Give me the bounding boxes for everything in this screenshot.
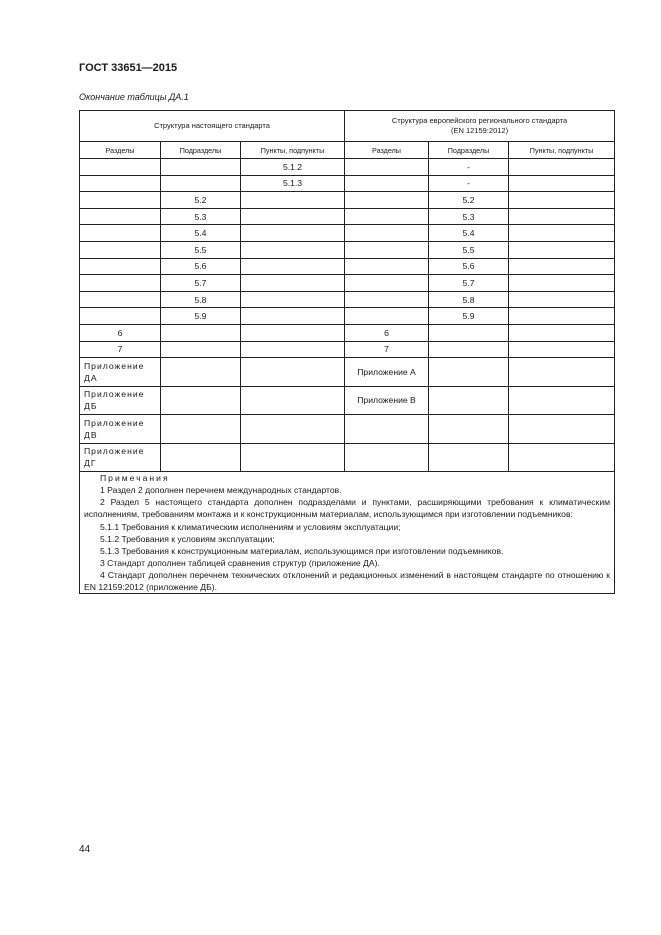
table-cell (80, 241, 161, 258)
table-cell (80, 159, 161, 176)
table-cell (509, 341, 615, 358)
table-cell (345, 208, 429, 225)
table-cell: 7 (345, 341, 429, 358)
table-cell: 5.8 (429, 291, 509, 308)
table-row (80, 258, 615, 275)
appendix-label-word: Приложение (84, 389, 145, 400)
table-cell (80, 291, 161, 308)
table-cell (509, 225, 615, 242)
table-cell (509, 275, 615, 292)
table-cell (80, 225, 161, 242)
table-cell (241, 308, 345, 325)
table-cell: 7 (80, 341, 161, 358)
table-row (80, 308, 615, 325)
table-cell (241, 258, 345, 275)
appendix-european: Приложение В (345, 386, 429, 415)
note-2: 2 Раздел 5 настоящего стандарта дополнен подразделами и пунктами, расширяющими требования к климатическим исполнениям, требованиям монтажа и к конструкционным материалам, использующимся при изготовлении подъемников: (84, 497, 611, 520)
appendix-european (345, 415, 429, 444)
appendix-label-word: Приложение (84, 446, 145, 457)
table-row (80, 241, 615, 258)
table-cell (345, 291, 429, 308)
structure-comparison-table (79, 110, 615, 594)
table-cell: 5.4 (161, 225, 241, 242)
table-cell: 5.1.2 (241, 159, 345, 176)
table-cell (80, 275, 161, 292)
table-cell: 5.1.3 (241, 175, 345, 192)
table-cell: 5.9 (429, 308, 509, 325)
appendix-row (80, 386, 615, 415)
table-cell (509, 443, 615, 472)
appendix-rows (80, 358, 615, 472)
note-1: 1 Раздел 2 дополнен перечнем международных стандартов. (100, 485, 342, 496)
table-cell (345, 159, 429, 176)
table-cell (509, 386, 615, 415)
column-header: Разделы (80, 142, 161, 159)
table-row (80, 225, 615, 242)
table-cell (509, 192, 615, 209)
column-header: Пункты, подпункты (241, 142, 345, 159)
table-cell: 5.9 (161, 308, 241, 325)
appendix-label (80, 443, 161, 472)
table-cell (509, 415, 615, 444)
table-cell (241, 208, 345, 225)
table-row (80, 192, 615, 209)
table-cell (509, 159, 615, 176)
group-header-european-code: (EN 12159:2012) (450, 126, 509, 135)
appendix-row (80, 358, 615, 387)
note-2-item-3: 5.1.3 Требования к конструкционным материалам, использующимся при изготовлении подъемников. (100, 545, 504, 556)
table-cell (161, 386, 241, 415)
appendix-european: Приложение А (345, 358, 429, 387)
table-cell (80, 175, 161, 192)
table-cell (345, 175, 429, 192)
appendix-label-code: ДА (84, 372, 98, 383)
table-row (80, 208, 615, 225)
table-group-header (80, 111, 615, 142)
table-cell (429, 358, 509, 387)
table-cell (80, 192, 161, 209)
column-header: Подразделы (429, 142, 509, 159)
appendix-label-word: Приложение (84, 360, 145, 371)
table-cell (429, 386, 509, 415)
group-header-european-title: Структура европейского регионального стандарта (391, 116, 568, 125)
table-cell (509, 258, 615, 275)
note-2-item-2: 5.1.2 Требования к условиям эксплуатации; (100, 533, 275, 544)
table-cell (161, 175, 241, 192)
table-cell (241, 324, 345, 341)
table-cell (241, 386, 345, 415)
table-cell: 5.6 (429, 258, 509, 275)
appendix-label-code: ДБ (84, 401, 98, 412)
table-row (80, 291, 615, 308)
table-cell: 5.6 (161, 258, 241, 275)
table-body (80, 159, 615, 358)
table-cell: 6 (80, 324, 161, 341)
appendix-row (80, 443, 615, 472)
table-cell (241, 241, 345, 258)
column-header: Разделы (345, 142, 429, 159)
table-cell (80, 258, 161, 275)
appendix-label (80, 415, 161, 444)
appendix-label-word: Приложение (84, 417, 145, 428)
table-cell (429, 341, 509, 358)
notes-cell (80, 472, 615, 594)
notes-row (80, 472, 615, 594)
table-cell (509, 358, 615, 387)
table-cell: 5.7 (161, 275, 241, 292)
table-cell (509, 324, 615, 341)
appendix-label-code: ДВ (84, 429, 98, 440)
table-cell: 5.5 (161, 241, 241, 258)
table-cell (345, 225, 429, 242)
table-cell (161, 324, 241, 341)
table-cell (241, 443, 345, 472)
table-cell: 5.8 (161, 291, 241, 308)
table-cell (241, 225, 345, 242)
table-cell (241, 358, 345, 387)
document-header: ГОСТ 33651—2015 (79, 62, 178, 74)
table-row (80, 159, 615, 176)
table-cell (80, 208, 161, 225)
table-cell: 5.4 (429, 225, 509, 242)
table-caption: Окончание таблицы ДА.1 (79, 92, 189, 102)
column-header: Пункты, подпункты (509, 142, 615, 159)
table-cell: 5.5 (429, 241, 509, 258)
table-cell (509, 241, 615, 258)
table-cell (509, 208, 615, 225)
table-cell (429, 324, 509, 341)
note-3: 3 Стандарт дополнен таблицей сравнения структур (приложение ДА). (100, 557, 380, 568)
group-header-european (345, 111, 615, 142)
appendix-label (80, 386, 161, 415)
note-2-item-1: 5.1.1 Требования к климатическим исполнениям и условиям эксплуатации; (100, 521, 401, 532)
appendix-row (80, 415, 615, 444)
notes-title: Примечания (100, 473, 170, 484)
table-cell (80, 308, 161, 325)
table-cell: 5.3 (161, 208, 241, 225)
table-cell: 6 (345, 324, 429, 341)
table-cell (161, 415, 241, 444)
table-cell: 5.2 (161, 192, 241, 209)
appendix-label (80, 358, 161, 387)
table-cell: 5.7 (429, 275, 509, 292)
table-cell (241, 192, 345, 209)
table-row (80, 341, 615, 358)
table-cell (161, 341, 241, 358)
table-cell (345, 258, 429, 275)
table-cell: 5.2 (429, 192, 509, 209)
table-row (80, 175, 615, 192)
table-row (80, 275, 615, 292)
table-cell (161, 358, 241, 387)
table-cell (241, 275, 345, 292)
table-cell: - (429, 175, 509, 192)
page-number: 44 (79, 844, 91, 855)
table-cell (345, 192, 429, 209)
appendix-label-code: ДГ (84, 458, 97, 469)
table-cell (345, 241, 429, 258)
table-cell: - (429, 159, 509, 176)
table-cell (509, 308, 615, 325)
table-cell (241, 291, 345, 308)
table-cell (161, 443, 241, 472)
note-4: 4 Стандарт дополнен перечнем технических отклонений и редакционных изменений в настоящем стандарте по отношению к EN 12159:2012 (приложение ДБ). (84, 569, 611, 592)
table-cell (345, 275, 429, 292)
table-cell (241, 341, 345, 358)
table-cell (429, 415, 509, 444)
table-cell: 5.3 (429, 208, 509, 225)
table-cell (509, 175, 615, 192)
table-cell (509, 291, 615, 308)
table-cell (345, 308, 429, 325)
table-cell (161, 159, 241, 176)
column-header: Подразделы (161, 142, 241, 159)
appendix-european (345, 443, 429, 472)
table-row (80, 324, 615, 341)
table-cell (429, 443, 509, 472)
group-header-current: Структура настоящего стандарта (80, 111, 345, 142)
table-column-header (80, 142, 615, 159)
table-cell (241, 415, 345, 444)
